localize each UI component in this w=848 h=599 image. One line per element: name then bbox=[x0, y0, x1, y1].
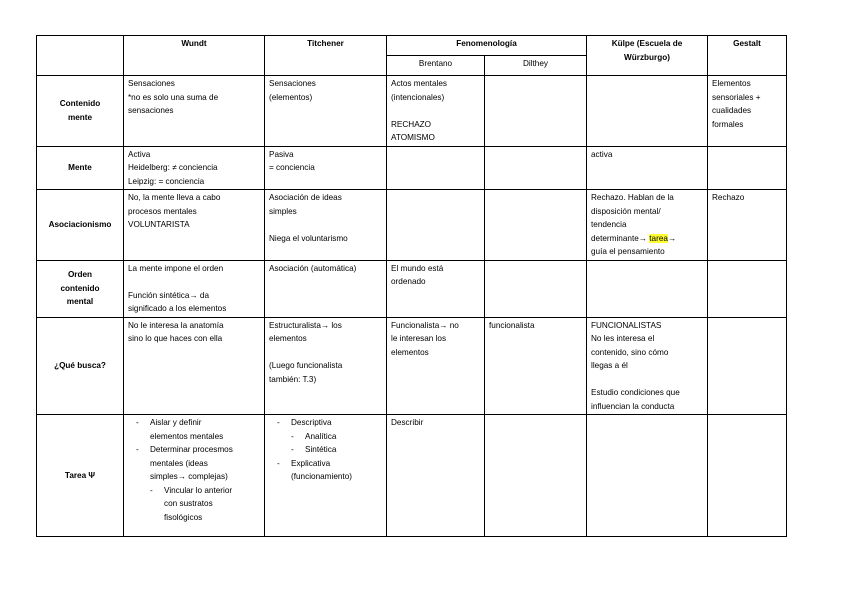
header-titchener: Titchener bbox=[265, 36, 387, 76]
list-item bbox=[269, 443, 382, 457]
cell-orden-brentano bbox=[387, 260, 485, 317]
rowhead-mente: Mente bbox=[37, 146, 124, 190]
text-line: (elementos) bbox=[269, 92, 313, 102]
cell-contenido-gestalt bbox=[708, 76, 787, 147]
header-gestalt: Gestalt bbox=[708, 36, 787, 76]
rowhead-contenido-l1: Contenido bbox=[59, 99, 101, 109]
cell-tarea-dilthey bbox=[485, 415, 587, 537]
rowhead-orden-l1: Orden bbox=[67, 270, 93, 280]
text-line: Activa bbox=[128, 149, 151, 159]
text-line: ordenado bbox=[391, 277, 426, 286]
cell-busca-dilthey bbox=[485, 317, 587, 415]
header-kulpe-line1: Külpe (Escuela de bbox=[611, 39, 683, 48]
cell-tarea-kulpe bbox=[587, 415, 708, 537]
header-dilthey: Dilthey bbox=[485, 56, 587, 76]
text-line: formales bbox=[712, 119, 744, 129]
text-line: cualidades bbox=[712, 106, 752, 115]
text-line bbox=[591, 232, 703, 246]
text-fragment: determinante→ bbox=[591, 233, 650, 243]
rowhead-orden-l3: mental bbox=[66, 297, 94, 307]
rowhead-tarea: Tarea Ψ bbox=[37, 415, 124, 537]
text-line: activa bbox=[591, 149, 613, 159]
dash-bullet: - bbox=[291, 431, 294, 441]
text-line: Estudio condiciones que bbox=[591, 388, 680, 397]
text-line: VOLUNTARISTA bbox=[128, 220, 190, 229]
highlighted-word: tarea bbox=[649, 233, 668, 243]
cell-busca-brentano bbox=[387, 317, 485, 415]
cell-asociacionismo-brentano bbox=[387, 190, 485, 261]
cell-asociacionismo-dilthey bbox=[485, 190, 587, 261]
text-line: *no es solo una suma de bbox=[128, 92, 219, 102]
text-line: sensoriales + bbox=[712, 92, 761, 102]
cell-asociacionismo-wundt bbox=[124, 190, 265, 261]
cell-mente-brentano bbox=[387, 146, 485, 190]
row-asociacionismo bbox=[37, 190, 787, 261]
cell-asociacionismo-titchener bbox=[265, 190, 387, 261]
text-line: Sensaciones bbox=[128, 79, 175, 88]
rowhead-contenido-l2: mente bbox=[67, 112, 93, 122]
text-line: Pasiva bbox=[269, 149, 294, 159]
header-kulpe bbox=[587, 36, 708, 76]
cell-orden-wundt bbox=[124, 260, 265, 317]
dash-bullet: - bbox=[291, 445, 294, 454]
rowhead-orden bbox=[37, 260, 124, 317]
list-item bbox=[269, 416, 382, 430]
text-line: Actos mentales bbox=[391, 79, 447, 88]
cell-mente-wundt bbox=[124, 146, 265, 190]
text-line bbox=[128, 275, 260, 289]
text-fragment: Aislar y definir bbox=[150, 418, 202, 427]
row-mente bbox=[37, 146, 787, 190]
rowhead-busca: ¿Qué busca? bbox=[37, 317, 124, 415]
list-item-continuation: mentales (ideas bbox=[150, 458, 208, 468]
text-line: le interesan los bbox=[391, 334, 447, 343]
text-line: disposición mental/ bbox=[591, 206, 661, 216]
text-line bbox=[591, 373, 703, 387]
list-item-continuation: simples→ complejas) bbox=[150, 472, 228, 481]
cell-mente-dilthey bbox=[485, 146, 587, 190]
text-line: llegas a él bbox=[591, 361, 628, 370]
list-item-continuation: (funcionamiento) bbox=[291, 472, 352, 481]
cell-tarea-titchener bbox=[265, 415, 387, 537]
text-line: tendencia bbox=[591, 220, 627, 229]
header-kulpe-line2: Würzburgo) bbox=[624, 52, 670, 62]
cell-tarea-brentano bbox=[387, 415, 485, 537]
text-line: RECHAZO bbox=[391, 119, 432, 129]
text-line: Leipzig: = conciencia bbox=[128, 176, 205, 186]
list-item-continuation: elementos mentales bbox=[150, 431, 224, 441]
text-line: guía el pensamiento bbox=[591, 247, 665, 256]
text-line: funcionalista bbox=[489, 320, 535, 330]
text-line: también: T.3) bbox=[269, 374, 317, 384]
text-fragment: Descriptiva bbox=[291, 418, 332, 427]
text-line: Niega el voluntarismo bbox=[269, 233, 348, 243]
cell-mente-titchener bbox=[265, 146, 387, 190]
cell-mente-kulpe bbox=[587, 146, 708, 190]
header-brentano: Brentano bbox=[387, 56, 485, 76]
text-line: Heidelberg: ≠ conciencia bbox=[128, 163, 218, 172]
cell-contenido-wundt bbox=[124, 76, 265, 147]
cell-asociacionismo-gestalt bbox=[708, 190, 787, 261]
text-line: Rechazo. Hablan de la bbox=[591, 193, 674, 202]
text-line: Estructuralista→ los bbox=[269, 320, 342, 330]
text-line: elementos bbox=[269, 334, 307, 343]
text-line: = conciencia bbox=[269, 163, 315, 172]
text-line bbox=[269, 346, 382, 360]
list-item bbox=[269, 430, 382, 444]
text-line: elementos bbox=[391, 347, 429, 357]
dash-bullet: - bbox=[277, 458, 280, 468]
text-line: No, la mente lleva a cabo bbox=[128, 193, 221, 202]
header-wundt: Wundt bbox=[124, 36, 265, 76]
text-line: (intencionales) bbox=[391, 92, 445, 102]
cell-busca-titchener bbox=[265, 317, 387, 415]
text-line: procesos mentales bbox=[128, 206, 197, 216]
cell-mente-gestalt bbox=[708, 146, 787, 190]
cell-contenido-kulpe bbox=[587, 76, 708, 147]
text-line: El mundo está bbox=[391, 263, 444, 273]
text-line: Función sintética→ da bbox=[128, 290, 210, 300]
list-item bbox=[128, 443, 260, 457]
cell-contenido-brentano bbox=[387, 76, 485, 147]
text-line bbox=[391, 104, 480, 118]
titchener-task-list bbox=[269, 416, 382, 484]
text-fragment: → bbox=[667, 233, 677, 243]
row-orden bbox=[37, 260, 787, 317]
rowhead-contenido bbox=[37, 76, 124, 147]
text-line: Rechazo bbox=[712, 193, 745, 202]
cell-contenido-dilthey bbox=[485, 76, 587, 147]
rowhead-orden-l2: contenido bbox=[60, 283, 100, 293]
text-fragment: Sintética bbox=[305, 445, 337, 454]
cell-tarea-gestalt bbox=[708, 415, 787, 537]
text-line: ATOMISMO bbox=[391, 133, 435, 142]
cell-busca-kulpe bbox=[587, 317, 708, 415]
text-line: La mente impone el orden bbox=[128, 263, 224, 273]
cell-orden-dilthey bbox=[485, 260, 587, 317]
text-line: Asociación de ideas bbox=[269, 193, 342, 202]
cell-tarea-wundt bbox=[124, 415, 265, 537]
text-line: significado a los elementos bbox=[128, 304, 227, 313]
text-line: Sensaciones bbox=[269, 79, 316, 88]
wundt-task-list bbox=[128, 416, 260, 524]
text-line: sensaciones bbox=[128, 106, 174, 115]
text-line: sino lo que haces con ella bbox=[128, 334, 223, 343]
cell-asociacionismo-kulpe bbox=[587, 190, 708, 261]
corner-cell bbox=[37, 36, 124, 76]
dash-bullet: - bbox=[136, 418, 139, 427]
text-line: Describir bbox=[391, 418, 424, 427]
comparison-table bbox=[36, 35, 787, 537]
text-fragment: Determinar procesmos bbox=[150, 445, 233, 454]
text-line: influencian la conducta bbox=[591, 401, 675, 411]
dash-bullet: - bbox=[150, 485, 153, 495]
text-line bbox=[269, 218, 382, 232]
list-item-continuation: con sustratos bbox=[164, 499, 213, 508]
text-line: contenido, sino cómo bbox=[591, 347, 669, 357]
cell-orden-titchener bbox=[265, 260, 387, 317]
cell-busca-wundt bbox=[124, 317, 265, 415]
dash-bullet: - bbox=[277, 418, 280, 427]
text-fragment: Analítica bbox=[305, 431, 337, 441]
list-item bbox=[128, 416, 260, 430]
text-fragment: Vincular lo anterior bbox=[164, 485, 233, 495]
text-line: No le interesa la anatomía bbox=[128, 320, 224, 330]
cell-busca-gestalt bbox=[708, 317, 787, 415]
text-line: Funcionalista→ no bbox=[391, 320, 459, 330]
list-item bbox=[269, 457, 382, 471]
row-tarea bbox=[37, 415, 787, 537]
header-fenomenologia: Fenomenología bbox=[387, 36, 587, 56]
text-line: No les interesa el bbox=[591, 334, 655, 343]
cell-orden-gestalt bbox=[708, 260, 787, 317]
row-busca bbox=[37, 317, 787, 415]
dash-bullet: - bbox=[136, 445, 139, 454]
text-fragment: Explicativa bbox=[291, 458, 331, 468]
list-item bbox=[128, 484, 260, 498]
text-line: simples bbox=[269, 206, 297, 216]
cell-orden-kulpe bbox=[587, 260, 708, 317]
list-item-continuation: fisológicos bbox=[164, 512, 203, 522]
text-line: Asociación (automática) bbox=[269, 263, 357, 273]
row-contenido bbox=[37, 76, 787, 147]
text-line: Elementos bbox=[712, 79, 751, 88]
text-line: (Luego funcionalista bbox=[269, 361, 343, 370]
cell-contenido-titchener bbox=[265, 76, 387, 147]
rowhead-asociacionismo: Asociacionismo bbox=[37, 190, 124, 261]
text-line: FUNCIONALISTAS bbox=[591, 320, 662, 330]
